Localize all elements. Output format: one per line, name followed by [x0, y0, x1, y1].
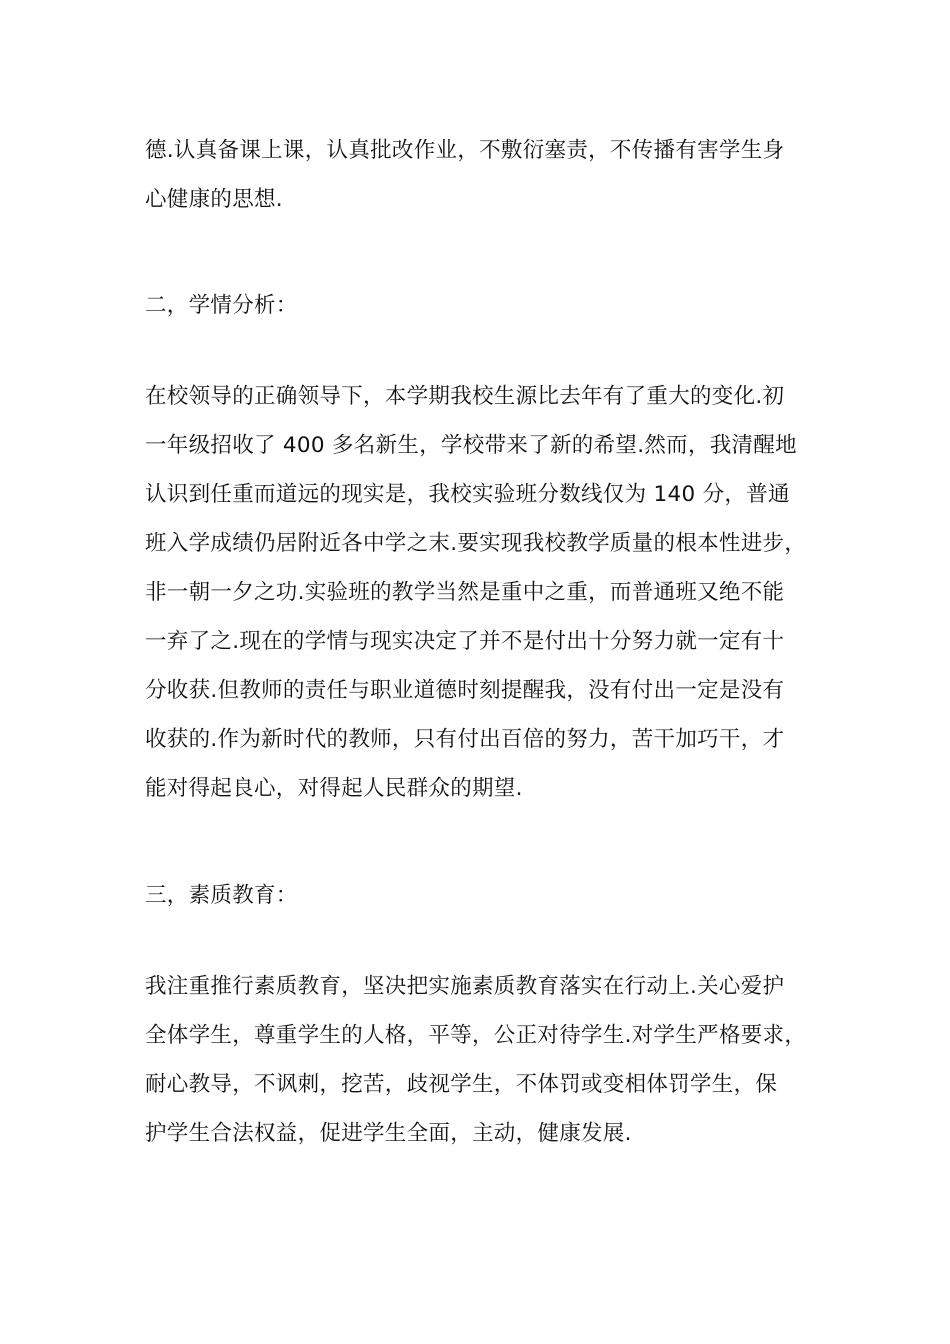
- text-line: 非一朝一夕之功.实验班的教学当然是重中之重，而普通班又绝不能: [145, 580, 785, 605]
- text-line: 护学生合法权益，促进学生全面，主动，健康发展.: [145, 1121, 632, 1146]
- text-line: 能对得起良心，对得起人民群众的期望.: [145, 776, 523, 801]
- text-line: 班入学成绩仍居附近各中学之末.要实现我校教学质量的根本性进步，: [145, 531, 807, 556]
- section-heading: 三，素质教育：: [145, 883, 298, 908]
- text-line: 全体学生，尊重学生的人格，平等，公正对待学生.对学生严格要求，: [145, 1023, 807, 1048]
- text-line: 一弃了之.现在的学情与现实决定了并不是付出十分努力就一定有十: [145, 629, 785, 654]
- section-heading-student-analysis: [145, 281, 815, 330]
- text-line: 我注重推行素质教育，坚决把实施素质教育落实在行动上.关心爱护: [145, 974, 785, 999]
- text-line: 一年级招收了 400 多名新生，学校带来了新的希望.然而，我清醒地: [145, 433, 797, 458]
- text-line: 耐心教导，不讽刺，挖苦，歧视学生，不体罚或变相体罚学生，保: [145, 1072, 778, 1097]
- section-heading-quality-education: [145, 871, 815, 920]
- section-heading: 二，学情分析：: [145, 293, 298, 318]
- text-line: 心健康的思想.: [145, 187, 283, 212]
- text-line: 德.认真备课上课，认真批改作业，不敷衍塞责，不传播有害学生身: [145, 138, 785, 163]
- text-line: 分收获.但教师的责任与职业道德时刻提醒我，没有付出一定是没有: [145, 678, 785, 703]
- text-line: 在校领导的正确领导下，本学期我校生源比去年有了重大的变化.初: [145, 384, 785, 409]
- paragraph-student-analysis: [145, 372, 815, 813]
- text-line: 认识到任重而道远的现实是，我校实验班分数线仅为 140 分，普通: [145, 482, 790, 507]
- paragraph-quality-education: [145, 962, 815, 1158]
- paragraph-professional-ethics-continued: [145, 126, 815, 224]
- text-line: 收获的.作为新时代的教师，只有付出百倍的努力，苦干加巧干，才: [145, 727, 785, 752]
